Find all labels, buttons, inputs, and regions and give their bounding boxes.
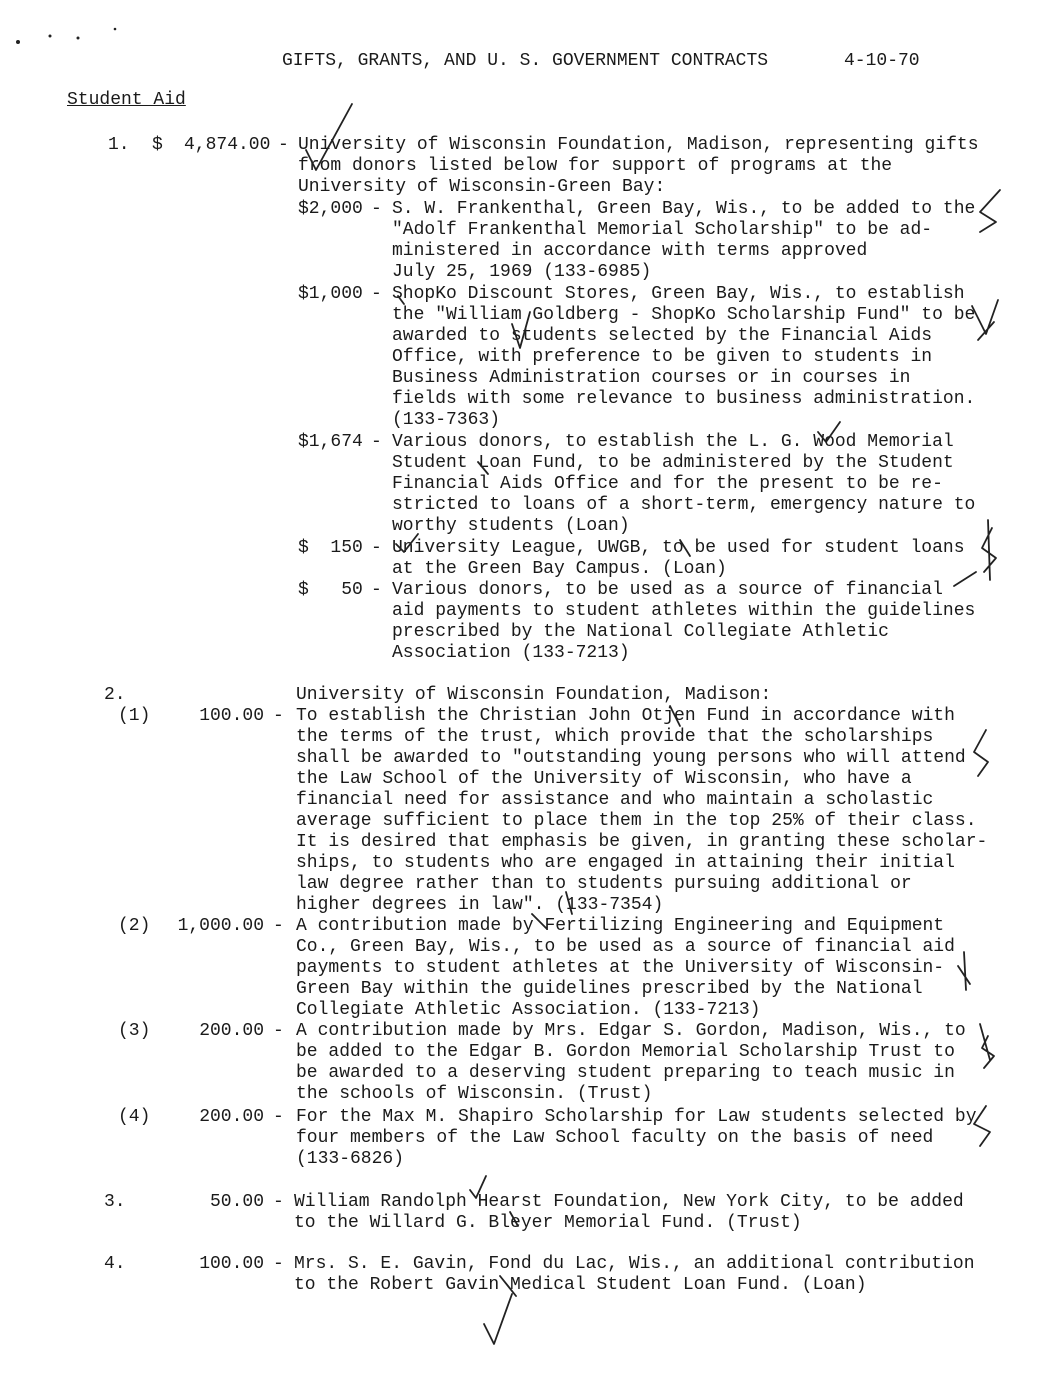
checkmark-icon (396, 534, 418, 552)
checkmark-icon (566, 892, 572, 914)
item-2-sub-1-line: It is desired that emphasis be given, in granting these scholar- (296, 832, 988, 852)
item-2-sub-1-label: (1) (118, 706, 151, 726)
item-2-sub-1-line: financial need for assistance and who maintain a scholastic (296, 790, 934, 810)
checkmark-icon (478, 462, 488, 474)
gift-2-line: ShopKo Discount Stores, Green Bay, Wis., to establish (392, 284, 965, 304)
checkmark-icon (306, 104, 352, 170)
item-4-amount: 100.00 (199, 1254, 264, 1274)
margin-mark-icon (974, 730, 988, 776)
margin-mark-icon (982, 520, 996, 580)
scan-specks (16, 28, 116, 44)
item-2-sub-1-line: the terms of the trust, which provide that the scholarships (296, 727, 934, 747)
gift-2-dash: - (371, 284, 382, 304)
item-3-line: to the Willard G. Bleyer Memorial Fund. (Trust) (294, 1213, 802, 1233)
item-2-sub-3-line: be added to the Edgar B. Gordon Memorial Scholarship Trust to (296, 1042, 955, 1062)
item-2-sub-4-line: four members of the Law School faculty on the basis of need (296, 1128, 934, 1148)
item-2-sub-1-line: To establish the Christian John Otjen Fund in accordance with (296, 706, 955, 726)
gift-1-line: ministered in accordance with terms approved (392, 241, 868, 261)
gift-2-line: awarded to students selected by the Financial Aids (392, 326, 933, 346)
item-2-sub-4-line: (133-6826) (296, 1149, 405, 1169)
gift-1-line: S. W. Frankenthal, Green Bay, Wis., to be added to the (392, 199, 976, 219)
item-2-sub-1-line: higher degrees in law". (133-7354) (296, 895, 664, 915)
item-2-sub-1-line: average sufficient to place them in the top 25% of their class. (296, 811, 977, 831)
margin-mark-icon (972, 300, 998, 340)
item-2-sub-2-dash: - (273, 916, 284, 936)
gift-5-dash: - (371, 580, 382, 600)
gift-5-line: Various donors, to be used as a source of financial (392, 580, 943, 600)
gift-4-line: at the Green Bay Campus. (Loan) (392, 559, 727, 579)
margin-mark-icon (974, 1106, 990, 1146)
margin-mark-icon (954, 572, 976, 586)
item-1-number: 1. (108, 135, 130, 155)
checkmark-icon (670, 706, 680, 726)
item-1-dash: - (278, 135, 289, 155)
gift-3-dash: - (371, 432, 382, 452)
checkmark-icon (398, 296, 404, 304)
gift-3-line: Student Loan Fund, to be administered by the Student (392, 453, 954, 473)
item-2-sub-4-label: (4) (118, 1107, 151, 1127)
checkmark-icon (500, 1276, 516, 1296)
gift-2-line: Office, with preference to be given to students in (392, 347, 933, 367)
item-2-sub-3-amount: 200.00 (199, 1021, 264, 1041)
item-2-sub-2-label: (2) (118, 916, 151, 936)
checkmark-icon (818, 422, 840, 442)
item-2-sub-4-dash: - (273, 1107, 284, 1127)
document-date: 4-10-70 (844, 51, 920, 71)
gift-5-line: prescribed by the National Collegiate Athletic (392, 622, 889, 642)
item-2-sub-2-line: Co., Green Bay, Wis., to be used as a source of financial aid (296, 937, 955, 957)
item-1-dollar-sign: $ (152, 135, 163, 155)
item-2-sub-4-amount: 200.00 (199, 1107, 264, 1127)
gift-2-amount: $1,000 (298, 284, 363, 304)
document-title: GIFTS, GRANTS, AND U. S. GOVERNMENT CONTRACTS (282, 51, 769, 71)
gift-4-dash: - (371, 538, 382, 558)
item-3-line: William Randolph Hearst Foundation, New York City, to be added (294, 1192, 964, 1212)
checkmark-icon (484, 1294, 512, 1344)
gift-1-amount: $2,000 (298, 199, 363, 219)
item-2-sub-1-line: ships, to students who are engaged in attaining their initial (296, 853, 955, 873)
checkmark-icon (512, 312, 530, 348)
item-2-sub-1-dash: - (273, 706, 284, 726)
item-3-amount: 50.00 (209, 1192, 264, 1212)
gift-2-line: Business Administration courses or in courses in (392, 368, 911, 388)
gift-5-line: Association (133-7213) (392, 643, 630, 663)
item-4-line: Mrs. S. E. Gavin, Fond du Lac, Wis., an additional contribution (294, 1254, 975, 1274)
item-2-sub-1-line: law degree rather than to students pursuing additional or (296, 874, 912, 894)
margin-mark-icon (980, 190, 1000, 232)
item-3-dash: - (273, 1192, 284, 1212)
gift-3-line: Various donors, to establish the L. G. Wood Memorial (392, 432, 954, 452)
gift-4-amount: $ 150 (298, 538, 363, 558)
gift-5-line: aid payments to student athletes within the guidelines (392, 601, 976, 621)
item-2-sub-3-line: the schools of Wisconsin. (Trust) (296, 1084, 653, 1104)
item-1-amount: 4,874.00 (184, 135, 271, 155)
item-1-line: University of Wisconsin-Green Bay: (298, 177, 666, 197)
gift-3-line: worthy students (Loan) (392, 516, 630, 536)
gift-3-line: stricted to loans of a short-term, emergency nature to (392, 495, 976, 515)
gift-1-line: July 25, 1969 (133-6985) (392, 262, 652, 282)
item-1-line: from donors listed below for support of programs at the (298, 156, 893, 176)
item-2-number: 2. (104, 685, 126, 705)
item-2-sub-2-line: Collegiate Athletic Association. (133-7213) (296, 1000, 761, 1020)
gift-1-line: "Adolf Frankenthal Memorial Scholarship" to be ad- (392, 220, 933, 240)
checkmark-icon (532, 914, 546, 928)
gift-2-line: the "William Goldberg - ShopKo Scholarship Fund" to be (392, 305, 976, 325)
item-2-sub-1-line: shall be awarded to "outstanding young persons who will attend (296, 748, 966, 768)
checkmark-icon (680, 540, 690, 556)
item-2-heading: University of Wisconsin Foundation, Madison: (296, 685, 772, 705)
item-4-number: 4. (104, 1254, 126, 1274)
item-2-sub-2-line: A contribution made by Fertilizing Engineering and Equipment (296, 916, 945, 936)
item-2-sub-3-label: (3) (118, 1021, 151, 1041)
gift-1-dash: - (371, 199, 382, 219)
item-4-line: to the Robert Gavin Medical Student Loan Fund. (Loan) (294, 1275, 867, 1295)
item-2-sub-3-line: A contribution made by Mrs. Edgar S. Gordon, Madison, Wis., to (296, 1021, 966, 1041)
item-1-line: University of Wisconsin Foundation, Madison, representing gifts (298, 135, 979, 155)
gift-3-line: Financial Aids Office and for the present to be re- (392, 474, 943, 494)
item-2-sub-4-line: For the Max M. Shapiro Scholarship for Law students selected by (296, 1107, 977, 1127)
checkmark-icon (510, 1212, 518, 1226)
margin-mark-icon (980, 1024, 994, 1068)
item-2-sub-2-line: Green Bay within the guidelines prescribed by the National (296, 979, 923, 999)
item-2-sub-1-amount: 100.00 (199, 706, 264, 726)
checkmark-icon (470, 1176, 486, 1198)
gift-3-amount: $1,674 (298, 432, 363, 452)
item-2-sub-3-line: be awarded to a deserving student preparing to teach music in (296, 1063, 955, 1083)
item-3-number: 3. (104, 1192, 126, 1212)
item-2-sub-2-line: payments to student athletes at the University of Wisconsin- (296, 958, 945, 978)
section-title: Student Aid (67, 90, 186, 110)
gift-5-amount: $ 50 (298, 580, 363, 600)
margin-mark-icon (958, 952, 970, 990)
item-2-sub-3-dash: - (273, 1021, 284, 1041)
gift-2-line: fields with some relevance to business administration. (392, 389, 976, 409)
item-2-sub-2-amount: 1,000.00 (177, 916, 264, 936)
gift-4-line: University League, UWGB, to be used for student loans (392, 538, 965, 558)
gift-2-line: (133-7363) (392, 410, 501, 430)
item-4-dash: - (273, 1254, 284, 1274)
item-2-sub-1-line: the Law School of the University of Wisconsin, who have a (296, 769, 912, 789)
